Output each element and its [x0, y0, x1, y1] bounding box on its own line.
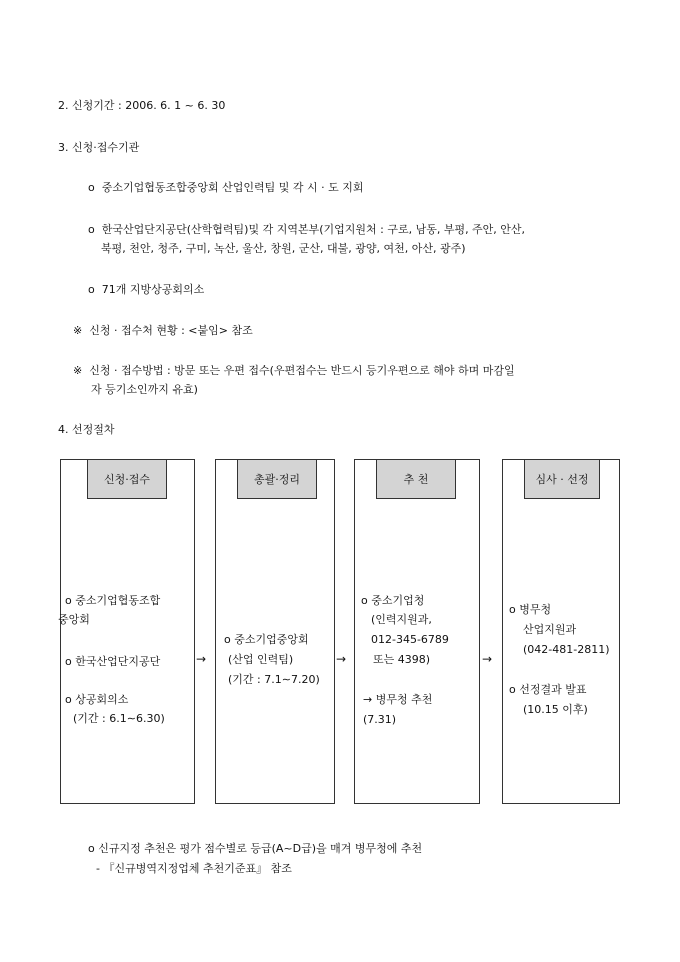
- flow-box-line: (기간 : 7.1∼7.20): [228, 673, 320, 686]
- flow-box-line: (기간 : 6.1∼6.30): [73, 712, 165, 725]
- flow-box-header: 신청·접수: [87, 459, 167, 499]
- flow-box-selection: [502, 459, 620, 804]
- flow-box-line: 산업지원과: [523, 623, 577, 636]
- note: ※ 신청 · 접수방법 : 방문 또는 우편 접수(우편접수는 반드시 등기우편으로 해야 하며 마감일: [73, 364, 515, 377]
- bullet-icon: o: [88, 223, 95, 236]
- flow-box-line: (042-481-2811): [523, 643, 610, 656]
- flow-arrow-icon: →: [482, 652, 493, 666]
- flow-box-header: 심사 · 선정: [524, 459, 600, 499]
- flow-box-line: (산업 인력팀): [228, 653, 294, 666]
- footer-reference: - 『신규병역지정업체 추천기준표』 참조: [96, 862, 292, 875]
- flow-box-line: o 선정결과 발표: [509, 683, 587, 696]
- reference-mark-icon: ※: [73, 324, 83, 337]
- flow-box-line: 012-345-6789: [371, 633, 449, 646]
- flow-box-header: 추 천: [376, 459, 456, 499]
- flow-box-line: → 병무청 추천: [363, 693, 433, 706]
- list-item-continuation: 북평, 천안, 청주, 구미, 녹산, 울산, 창원, 군산, 대불, 광양, 여천, 아산, 광주): [101, 242, 466, 255]
- flow-box-line: o 한국산업단지공단: [65, 655, 161, 668]
- flow-box-summary: [215, 459, 335, 804]
- flow-box-line: 또는 4398): [373, 653, 431, 666]
- bullet-icon: o: [88, 283, 95, 296]
- flow-box-line: o 중소기업청: [361, 594, 425, 607]
- note-continuation: 자 등기소인까지 유효): [91, 383, 198, 396]
- flow-box-line: (10.15 이후): [523, 703, 588, 716]
- list-item: o 71개 지방상공회의소: [88, 283, 205, 296]
- flow-box-line: (인력지원과,: [371, 613, 432, 626]
- flow-box-recommendation: [354, 459, 480, 804]
- flow-box-header: 총괄·정리: [237, 459, 317, 499]
- list-item: o 한국산업단지공단(산학협력팀)및 각 지역본부(기업지원처 : 구로, 남동, 부평, 주안, 안산,: [88, 223, 526, 236]
- section4-title: 4. 선정절차: [58, 423, 115, 436]
- flow-box-line: o 중소기업협동조합: [65, 594, 161, 607]
- flow-box-line: o 상공회의소: [65, 693, 129, 706]
- section3-title: 3. 신청·접수기관: [58, 141, 140, 154]
- flow-box-line: o 중소기업중앙회: [224, 633, 309, 646]
- flow-box-line: (7.31): [363, 713, 397, 726]
- flow-arrow-icon: →: [196, 652, 207, 666]
- application-period: 2. 신청기간 : 2006. 6. 1 ~ 6. 30: [58, 99, 226, 112]
- footer-note: o 신규지정 추천은 평가 점수별로 등급(A~D급)을 매겨 병무청에 추천: [88, 842, 423, 855]
- flow-arrow-icon: →: [336, 652, 347, 666]
- bullet-icon: o: [88, 181, 95, 194]
- flow-box-line: o 병무청: [509, 603, 552, 616]
- reference-mark-icon: ※: [73, 364, 83, 377]
- flow-box-application: [60, 459, 195, 804]
- flow-box-line: 중앙회: [58, 613, 90, 626]
- note: ※ 신청 · 접수처 현황 : <붙임> 참조: [73, 324, 253, 337]
- list-item: o 중소기업협동조합중앙회 산업인력팀 및 각 시 · 도 지회: [88, 181, 364, 194]
